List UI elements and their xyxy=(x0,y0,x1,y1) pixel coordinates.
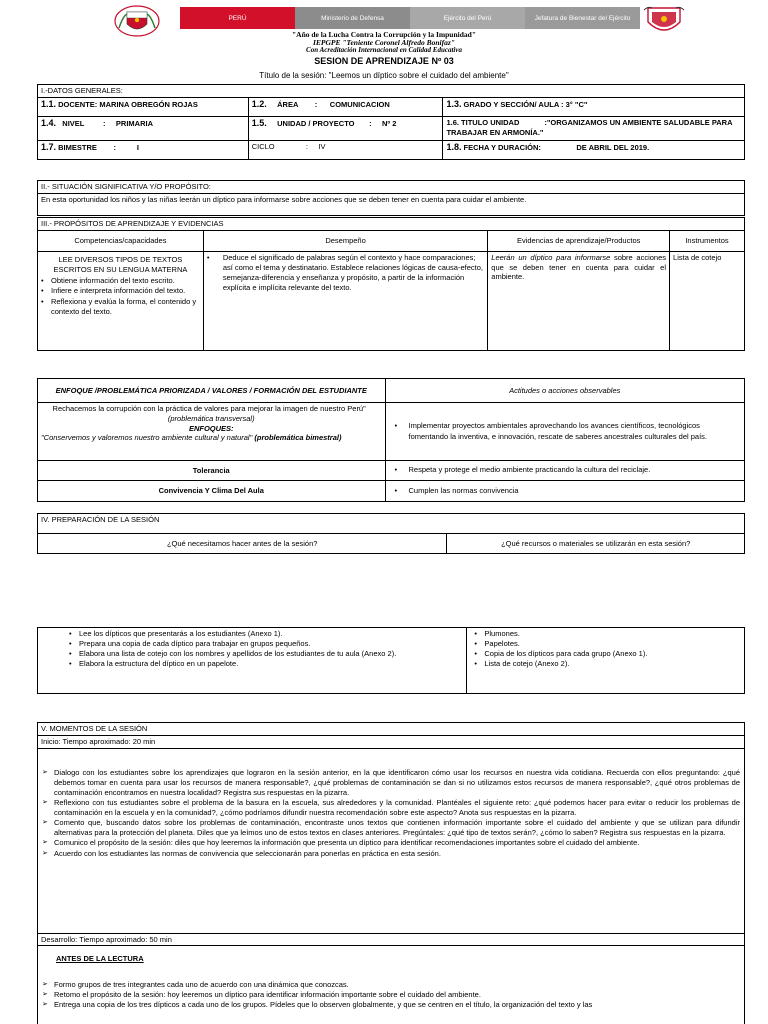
header-evidencias: Evidencias de aprendizaje/Productos xyxy=(488,230,670,251)
actitud-reciclaje-cell xyxy=(385,461,745,481)
datos-section-title: I.-DATOS GENERALES: xyxy=(38,85,745,98)
inicio-label: Inicio: Tiempo aproximado: 20 min xyxy=(38,735,745,748)
inicio-item: ➢ Dialogo con los estudiantes sobre los aprendizajes que lograron en la sesión anterior, en la que identificaron cómo usar los recursos en nuestra vida cotidiana. Recuerda con ellos preguntando: ¿qué debemos tomar en cuenta para usar los recursos de manera responsable?, ¿qué problemas de contaminación se dan si no utilizamos estos recursos de manera responsable?, ¿qué otros problemas de contaminación encontramos en nuestra localidad? Registra sus respuestas en la pizarra. xyxy=(42,768,740,798)
docente-cell: 1.1. DOCENTE: MARINA OBREGÓN ROJAS xyxy=(38,97,249,116)
valor-convivencia: Convivencia Y Clima Del Aula xyxy=(38,481,386,502)
momentos-table xyxy=(37,722,745,1024)
titulo-unidad-cell: 1.6. TITULO UNIDAD :"ORGANIZAMOS UN AMBIENTE SALUDABLE PARA TRABAJAR EN ARMONÍA." xyxy=(443,116,745,140)
antes-item: • Lee los dípticos que presentarás a los estudiantes (Anexo 1). xyxy=(69,629,463,639)
recurso-item: • Copia de los dípticos para cada grupo (Anexo 1). xyxy=(474,649,741,659)
preparacion-table xyxy=(37,513,745,554)
actitudes-header: Actitudes o acciones observables xyxy=(385,379,745,403)
institution-banner xyxy=(180,7,640,29)
instrumento-cell: Lista de cotejo xyxy=(670,251,745,350)
desarrollo-label: Desarrollo: Tiempo aproximado: 50 min xyxy=(38,933,745,946)
antes-sesion-cell xyxy=(38,628,467,694)
desarrollo-item: ➢ Retomo el propósito de la sesión: hoy leeremos un díptico para identificar información importante sobre el cuidado del ambiente. xyxy=(42,990,740,1000)
antes-lectura-heading: ANTES DE LA LECTURA xyxy=(56,954,144,964)
antes-sesion-header: ¿Qué necesitamos hacer antes de la sesión? xyxy=(38,534,447,554)
situacion-section-title: II.- SITUACIÓN SIGNIFICATIVA Y/O PROPÓSITO: xyxy=(38,181,745,194)
desempeno-text: • Deduce el significado de palabras según el contexto y hace comparaciones; así como el tema y destinatario. Establece relaciones lógicas de causa-efecto, semejanza-diferencia y enseñanza y propósito, a partir de la información explícita e implícita relevante del texto. xyxy=(207,253,484,294)
banner-ejercito: Ejército del Perú xyxy=(410,7,525,29)
document-header xyxy=(0,0,768,84)
situacion-table xyxy=(37,180,745,216)
session-subtitle: Título de la sesión: "Leemos un díptico sobre el cuidado del ambiente" xyxy=(259,71,509,80)
header-competencias: Competencias/capacidades xyxy=(38,230,204,251)
inicio-item: ➢ Comento que, buscando datos sobre los problemas de contaminación, encontraste unos textos que contienen información importante sobre el cuidado del ambiente y que se utilizan para difundir alternativas para la protección del planeta. Diles que ya leímos uno de estos textos en clases anteriores. Pregúntales: ¿qué tipo de textos serán?, ¿cómo lo saben? Registra sus respuestas en la pizarra. xyxy=(42,818,740,838)
datos-generales-table xyxy=(37,84,745,160)
nivel-cell: 1.4. NIVEL : PRIMARIA xyxy=(38,116,249,140)
inicio-cell xyxy=(38,748,745,933)
evidencia-cell: Leerán un díptico para informarse sobre acciones que se deben tener en cuenta para cuidar el ambiente. xyxy=(488,251,670,350)
situacion-text: En esta oportunidad los niños y las niñas leerán un díptico para informarse sobre acciones que se deben tener en cuenta para cuidar el ambiente. xyxy=(38,194,745,216)
competencia-cell xyxy=(38,251,204,350)
capacidades-list xyxy=(41,276,200,317)
actitud-proyectos-cell xyxy=(385,403,745,461)
capacidad-item: • Reflexiona y evalúa la forma, el contenido y contexto del texto. xyxy=(41,297,200,317)
unidad-cell: 1.5. UNIDAD / PROYECTO : Nº 2 xyxy=(248,116,443,140)
banner-ministerio: Ministerio de Defensa xyxy=(295,7,410,29)
competencia-title: LEE DIVERSOS TIPOS DE TEXTOS ESCRITOS EN SU LENGUA MATERNA xyxy=(53,254,188,274)
enfoque-header: ENFOQUE /PROBLEMÁTICA PRIORIZADA / VALORES / FORMACIÓN DEL ESTUDIANTE xyxy=(38,379,386,403)
preparacion-section-title: IV. PREPARACIÓN DE LA SESIÓN xyxy=(38,514,745,534)
recurso-item: • Plumones. xyxy=(474,629,741,639)
desempeno-cell xyxy=(203,251,487,350)
inicio-item: ➢ Reflexiono con tus estudiantes sobre el problema de la basura en la escuela, sus alrededores y la comunidad. Plantéales el siguiente reto: ¿qué podemos hacer para evitar o reducir los problemas de contaminación en la escuela y en la comunidad?, ¿cómo podríamos difundir nuestra recomendación sobre este aspecto? Anota sus respuestas en la pizarra. xyxy=(42,798,740,818)
grado-cell: 1.3. GRADO Y SECCIÓN/ AULA : 3° "C" xyxy=(443,97,745,116)
recursos-cell xyxy=(467,628,745,694)
motto-accreditation: Con Acreditación Internacional en Calidad Educativa xyxy=(306,46,462,54)
banner-jefatura: Jefatura de Bienestar del Ejército xyxy=(525,7,640,29)
antes-item: • Prepara una copia de cada díptico para trabajar en grupos pequeños. xyxy=(69,639,463,649)
momentos-section-title: V. MOMENTOS DE LA SESIÓN xyxy=(38,723,745,736)
actitud-reciclaje: • Respeta y protege el medio ambiente practicando la cultura del reciclaje. xyxy=(395,465,742,475)
actitud-proyectos: • Implementar proyectos ambientales aprovechando los avances científicos, tecnológicos fomentando la inventiva, e innovación, rescate de saberes ancestrales culturales del país. xyxy=(395,421,742,441)
capacidad-item: • Infiere e interpreta información del texto. xyxy=(41,286,200,296)
recursos-header: ¿Qué recursos o materiales se utilizarán en esta sesión? xyxy=(447,534,745,554)
motto-year: "Año de la Lucha Contra la Corrupción y la Impunidad" xyxy=(292,30,476,39)
desarrollo-item: ➢ Entrega una copia de los tres dípticos a cada uno de los grupos. Pídeles que lo observen globalmente, y que se centren en el título, la organización del texto y las xyxy=(42,1000,740,1010)
enfoque-table xyxy=(37,378,745,502)
antes-item: • Elabora la estructura del díptico en un papelote. xyxy=(69,659,463,669)
actitud-normas: • Cumplen las normas convivencia xyxy=(395,486,742,496)
header-instrumentos: Instrumentos xyxy=(670,230,745,251)
recurso-item: • Papelotes. xyxy=(474,639,741,649)
bimestre-cell: 1.7. BIMESTRE : I xyxy=(38,140,249,159)
session-title: SESION DE APRENDIZAJE Nº 03 xyxy=(314,56,454,66)
inicio-item: ➢ Acuerdo con los estudiantes las normas de convivencia que seleccionarán para ponerlas en práctica en esta sesión. xyxy=(42,849,740,859)
propositos-section-title: III.- PROPÓSITOS DE APRENDIZAJE Y EVIDENCIAS xyxy=(38,218,745,231)
desarrollo-cell xyxy=(38,946,745,1024)
inicio-item: ➢ Comunico el propósito de la sesión: diles que hoy leeremos la información que presenta un díptico para identificar recomendaciones importantes sobre el cuidado del ambiente. xyxy=(42,838,740,848)
motto-school: IEPGPE "Teniente Coronel Alfredo Bonifaz" xyxy=(313,38,455,47)
area-cell: 1.2. ÁREA : COMUNICACION xyxy=(248,97,443,116)
valor-tolerancia: Tolerancia xyxy=(38,461,386,481)
ciclo-cell: CICLO : IV xyxy=(248,140,443,159)
propositos-table xyxy=(37,217,745,351)
preparacion-detail-table xyxy=(37,627,745,694)
banner-peru: PERÚ xyxy=(180,7,295,29)
desarrollo-item: ➢ Formo grupos de tres integrantes cada uno de acuerdo con una dinámica que conozcas. xyxy=(42,980,740,990)
header-desempeno: Desempeño xyxy=(203,230,487,251)
actitud-normas-cell xyxy=(385,481,745,502)
recurso-item: • Lista de cotejo (Anexo 2). xyxy=(474,659,741,669)
antes-item: • Elabora una lista de cotejo con los nombres y apellidos de los estudiantes de tu aula (Anexo 2). xyxy=(69,649,463,659)
fecha-cell: 1.8. FECHA Y DURACIÓN: DE ABRIL DEL 2019. xyxy=(443,140,745,159)
enfoque-problematica-cell: Rechacemos la corrupción con la práctica de valores para mejorar la imagen de nuestro Perú" (problemática transversal) ENFOQUES: "Conservemos y valoremos nuestro ambiente cultural y natural" (problemática bimestral) xyxy=(38,403,386,461)
capacidad-item: • Obtiene información del texto escrito. xyxy=(41,276,200,286)
